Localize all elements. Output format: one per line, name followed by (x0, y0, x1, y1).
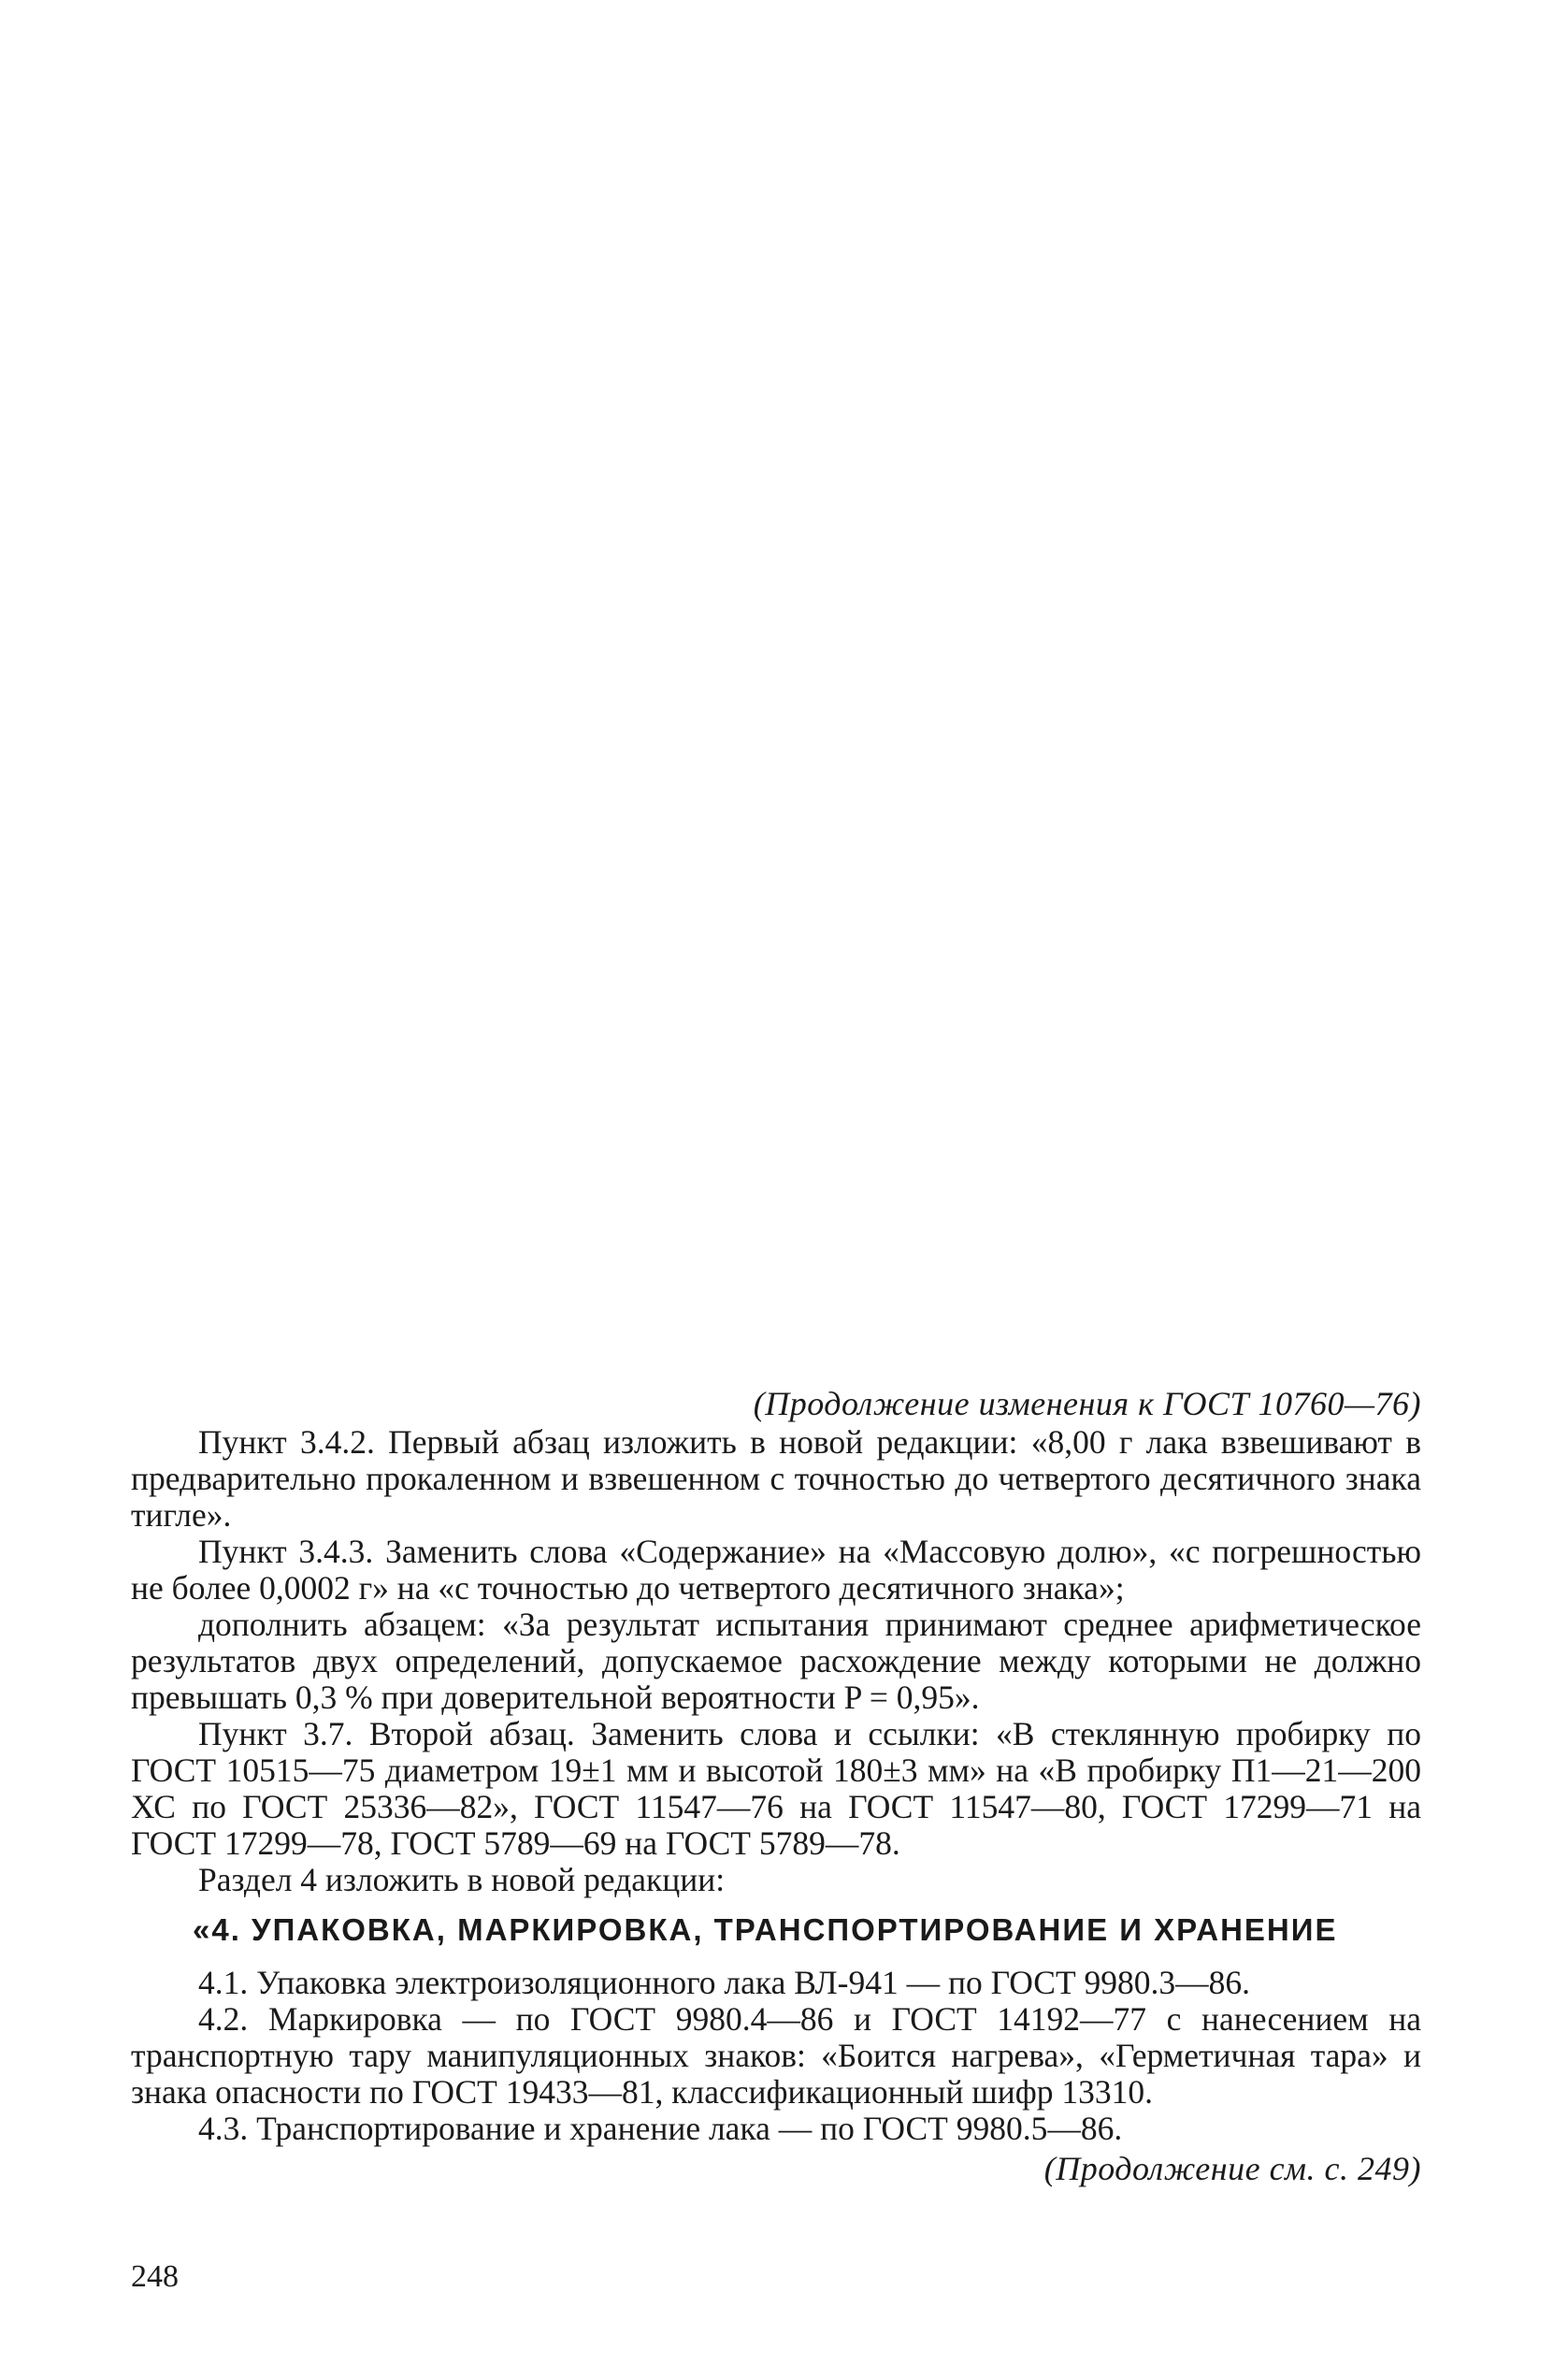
continuation-header: (Продолжение изменения к ГОСТ 10760—76) (753, 1385, 1421, 1422)
continuation-footer: (Продолжение см. с. 249) (1043, 2150, 1421, 2187)
text-block (131, 1386, 1421, 2187)
paragraph-addition: дополнить абзацем: «За результат испытания принимают среднее арифметическое результатов двух определений, допускаемое расхождение между которыми не должно превышать 0,3 % при доверительной вероятности P = 0,95». (131, 1606, 1421, 1716)
paragraph-3-4-3: Пункт 3.4.3. Заменить слова «Содержание» на «Массовую долю», «с погрешностью не более 0,0002 г» на «с точностью до четвертого десятичного знака»; (131, 1533, 1421, 1607)
section-4-title: «4. УПАКОВКА, МАРКИРОВКА, ТРАНСПОРТИРОВАНИЕ И ХРАНЕНИЕ (193, 1912, 1338, 1947)
paragraph-section-4-intro: Раздел 4 изложить в новой редакции: (198, 1861, 726, 1898)
paragraph-3-4-2: Пункт 3.4.2. Первый абзац изложить в новой редакции: «8,00 г лака взвешивают в предварительно прокаленном и взвешенном с точностью до четвертого десятичного знака тигле». (131, 1423, 1421, 1534)
item-4-3: 4.3. Транспортирование и хранение лака — по ГОСТ 9980.5—86. (198, 2110, 1123, 2147)
item-4-1: 4.1. Упаковка электроизоляционного лака ВЛ-941 — по ГОСТ 9980.3—86. (198, 1964, 1251, 2001)
page-number: 248 (131, 2259, 179, 2294)
paragraph-3-7: Пункт 3.7. Второй абзац. Заменить слова и ссылки: «В стеклянную пробирку по ГОСТ 10515—75 диаметром 19±1 мм и высотой 180±3 мм» на «В пробирку П1—21—200 ХС по ГОСТ 25336—82», ГОСТ 11547—76 на ГОСТ 11547—80, ГОСТ 17299—71 на ГОСТ 17299—78, ГОСТ 5789—69 на ГОСТ 5789—78. (131, 1715, 1421, 1862)
item-4-2: 4.2. Маркировка — по ГОСТ 9980.4—86 и ГОСТ 14192—77 с нанесением на транспортную тару манипуляционных знаков: «Боится нагрева», «Герметичная тара» и знака опасности по ГОСТ 19433—81, классификационный шифр 13310. (131, 2000, 1421, 2111)
